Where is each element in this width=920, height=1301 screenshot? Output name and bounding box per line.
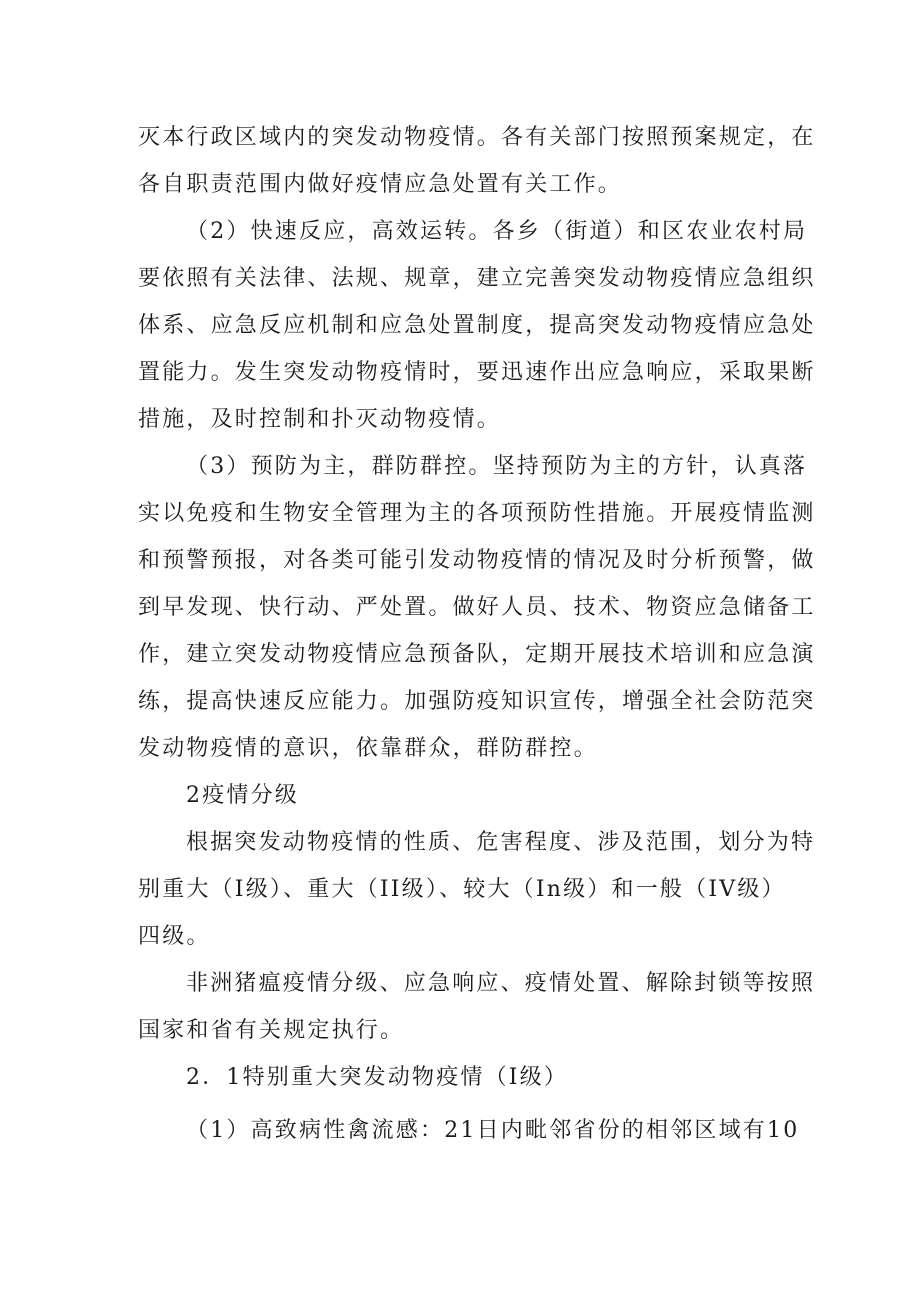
text-line: 发动物疫情的意识，依靠群众，群防群控。 bbox=[138, 736, 598, 761]
text-line: 到早发现、快行动、严处置。做好人员、技术、物资应急储备工 bbox=[138, 595, 816, 620]
text-line: 四级。 bbox=[138, 924, 211, 949]
text-line: 作，建立突发动物疫情应急预备队，定期开展技术培训和应急演 bbox=[138, 642, 816, 667]
text-line: 体系、应急反应机制和应急处置制度，提高突发动物疫情应急处 bbox=[138, 313, 816, 338]
text-line: 根据突发动物疫情的性质、危害程度、涉及范围，划分为特 bbox=[186, 830, 816, 855]
text-line: 练，提高快速反应能力。加强防疫知识宣传，增强全社会防范突 bbox=[138, 689, 816, 714]
section-heading: 2疫情分级 bbox=[186, 783, 299, 808]
text-line: 国家和省有关规定执行。 bbox=[138, 1018, 405, 1043]
text-line: （1）高致病性禽流感：21日内毗邻省份的相邻区域有10 bbox=[186, 1118, 800, 1143]
text-line: 要依照有关法律、法规、规章，建立完善突发动物疫情应急组织 bbox=[138, 266, 816, 291]
text-line: 实以免疫和生物安全管理为主的各项预防性措施。开展疫情监测 bbox=[138, 501, 816, 526]
text-line: 置能力。发生突发动物疫情时，要迅速作出应急响应，采取果断 bbox=[138, 360, 816, 385]
text-line: （2）快速反应，高效运转。各乡（街道）和区农业农村局 bbox=[186, 219, 808, 244]
text-line: 别重大（I级）、重大（II级）、较大（In级）和一般（IV级） bbox=[138, 877, 786, 902]
text-line: 非洲猪瘟疫情分级、应急响应、疫情处置、解除封锁等按照 bbox=[186, 971, 816, 996]
text-line: 各自职责范围内做好疫情应急处置有关工作。 bbox=[138, 172, 623, 197]
text-line: 灭本行政区域内的突发动物疫情。各有关部门按照预案规定，在 bbox=[138, 125, 816, 150]
text-line: （3）预防为主，群防群控。坚持预防为主的方针，认真落 bbox=[186, 454, 808, 479]
text-line: 和预警预报，对各类可能引发动物疫情的情况及时分析预警，做 bbox=[138, 548, 816, 573]
subsection-heading: 2．1特别重大突发动物疫情（I级） bbox=[186, 1065, 569, 1090]
text-line: 措施，及时控制和扑灭动物疫情。 bbox=[138, 407, 502, 432]
